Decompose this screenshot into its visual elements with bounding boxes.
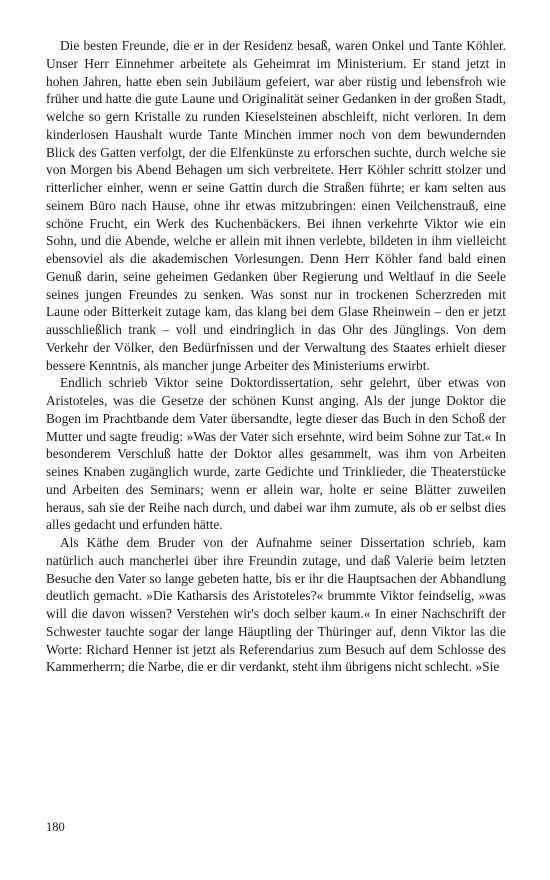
page-body [46,37,506,676]
paragraph-1: Die besten Freunde, die er in der Residenz besaß, waren Onkel und Tante Köhler. Unser Herr Einnehmer arbeitete als Geheimrat im Ministerium. Er stand jetzt in hohen Jahren, hatte eben sein Jubiläum gefeiert, war aber rüstig und lebensfroh wie früher und hatte die gute Laune und Originalität seiner Gedanken in der großen Stadt, welche so gern Kristalle zu runden Kieselsteinen abschleift, nicht verloren. In dem kinderlosen Haushalt wurde Tante Minchen immer noch von dem bewundernden Blick des Gatten verfolgt, der die Elfenkünste zu erforschen suchte, durch welche sie von Morgen bis Abend Behagen um sich verbreitete. Herr Köhler schritt stolzer und ritterlicher einher, wenn er seine Gattin durch die Straßen führte; er kam selten aus seinem Büro nach Hause, ohne ihr etwas mitzubringen: einen Veilchenstrauß, eine schöne Frucht, ein Werk des Kuchenbäckers. Bei ihnen verkehrte Viktor wie ein Sohn, und die Abende, welche er allein mit ihnen verlebte, bildeten in ihm vielleicht ebensoviel als die akademischen Vorlesungen. Denn Herr Köhler fand bald einen Genuß darin, seine geheimen Gedanken über Regierung und Weltlauf in die Seele seines jungen Freundes zu senken. Was sonst nur in trockenen Scherzreden mit Laune oder Bitterkeit zutage kam, das klang bei dem Glase Rheinwein – den er jetzt ausschließlich trank – voll und eindringlich in das Ohr des Jünglings. Von dem Verkehr der Völker, den Bedürfnissen und der Verwaltung des Staates erhielt dieser bessere Kenntnis, als mancher junge Arbeiter des Ministeriums erwirbt. [46,38,506,373]
page-number: 180 [46,820,65,834]
paragraph-2: Endlich schrieb Viktor seine Doktordissertation, sehr gelehrt, über etwas von Aristoteles, was die Gesetze der schönen Kunst anging. Als der junge Doktor die Bogen im Prachtbande dem Vater übersandte, legte dieser das Buch in den Schoß der Mutter und sagte freudig: »Was der Vater sich ersehnte, wird beim Sohne zur Tat.« In besonderem Verschluß hatte der Doktor alles gesammelt, was ihm von Arbeiten seines Knaben zugänglich wurde, zarte Gedichte und Trinklieder, die Theaterstücke und Arbeiten des Seminars; wenn er allein war, holte er seine Blätter zuweilen heraus, sah sie der Reihe nach durch, und dabei war ihm zumute, als ob er selbst dies alles gedacht und erfunden hätte. [46,375,506,533]
paragraph-3: Als Käthe dem Bruder von der Aufnahme seiner Dissertation schrieb, kam natürlich auch mancherlei über ihre Freundin zutage, und daß Valerie beim letzten Besuche den Vater so lange gebeten hatte, bis er ihr die Hauptsachen der Abhandlung deutlich gemacht. »Die Katharsis des Aristoteles?« brummte Viktor feindselig, »was will die davon wissen? Verstehen wir's doch selber kaum.« In einer Nachschrift der Schwester tauchte sogar der lange Häuptling der Thüringer auf, denn Viktor las die Worte: Richard Henner ist jetzt als Referendarius zum Besuch auf dem Schlosse des Kammerherrn; die Narbe, die er dir verdankt, steht ihm übrigens nicht schlecht. »Sie [46,535,506,675]
